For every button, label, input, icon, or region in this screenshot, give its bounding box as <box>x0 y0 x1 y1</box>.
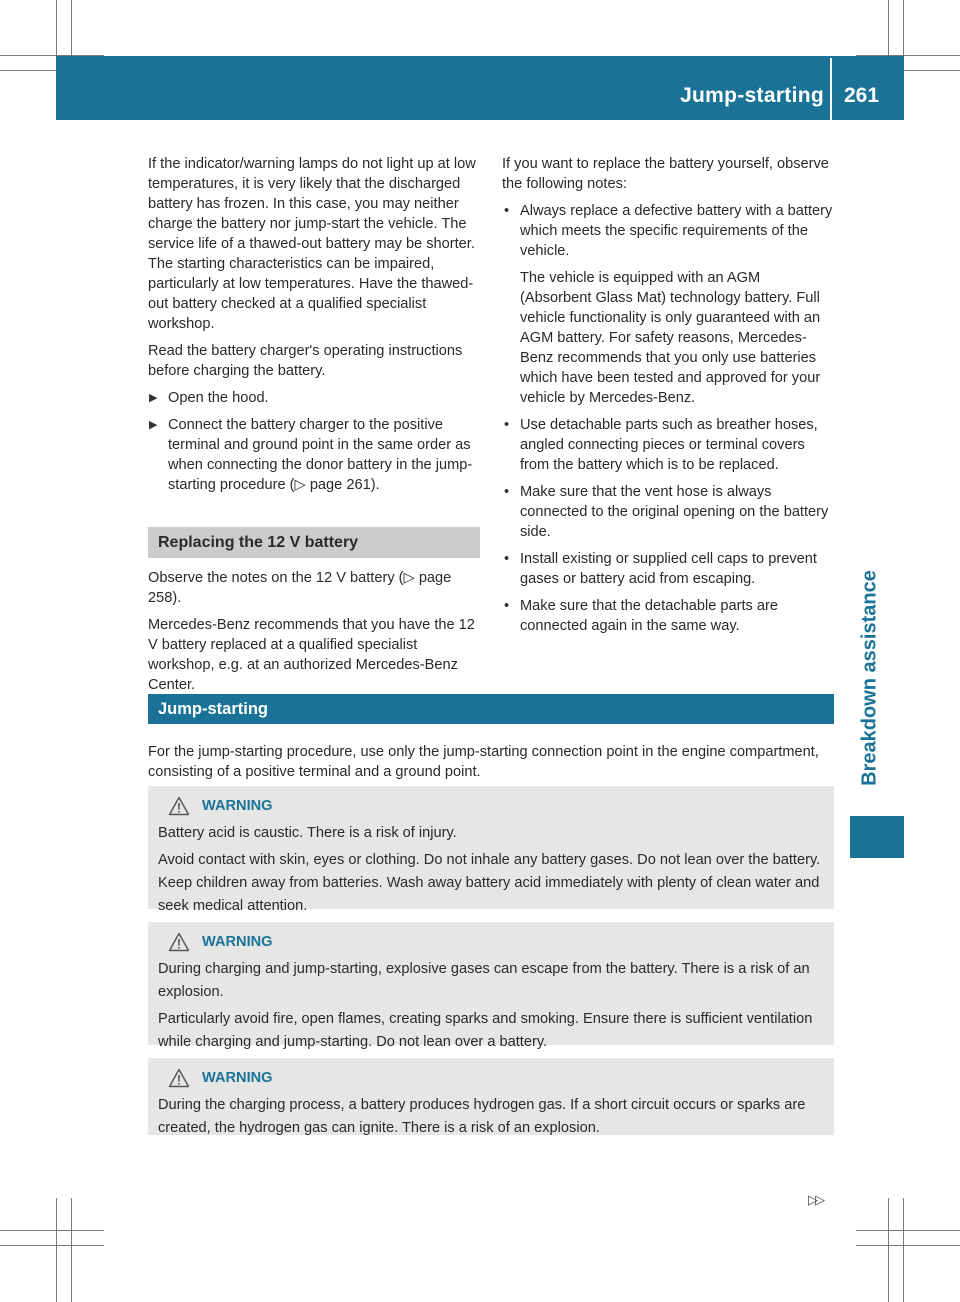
warning-box <box>148 1058 834 1135</box>
warning-header <box>158 1066 824 1090</box>
warning-text: During the charging process, a battery produces hydrogen gas. If a short circuit occurs or sparks are created, the hydrogen gas can ignite. There is a risk of an explosion. <box>158 1097 806 1136</box>
list-item-text: Make sure that the vent hose is always connected to the original opening on the battery side. <box>520 484 829 540</box>
warning-text: During charging and jump-starting, explosive gases can escape from the battery. There is a risk of an explosion. <box>158 961 810 1000</box>
warning-box <box>148 786 834 914</box>
step-arrow-icon: ▶ <box>149 392 158 404</box>
crop-mark <box>56 1198 57 1302</box>
list-item-text: Always replace a defective battery with a battery which meets the specific requirements of the vehicle. <box>520 203 833 259</box>
crop-mark <box>888 1198 889 1302</box>
list-item-text: Install existing or supplied cell caps to prevent gases or battery acid from escaping. <box>520 551 817 587</box>
warning-triangle-icon <box>168 932 190 952</box>
paragraph: Read the battery charger's operating instructions before charging the battery. <box>148 343 463 379</box>
crop-mark <box>856 1230 960 1231</box>
warning-text: Avoid contact with skin, eyes or clothing. Do not inhale any battery gases. Do not lean over the battery. Keep children away from batteries. Wash away battery acid immediately with plenty of clean water and seek medical attention. <box>158 852 821 914</box>
list-item <box>502 482 834 542</box>
left-column <box>148 154 480 702</box>
warning-title: WARNING <box>202 797 273 814</box>
warning-header <box>158 794 824 818</box>
bullet-icon: • <box>504 417 510 433</box>
warning-header <box>158 930 824 954</box>
list-item <box>502 596 834 636</box>
continue-arrows-icon: ▷▷ <box>808 1192 822 1207</box>
chapter-tab <box>850 548 890 808</box>
page-title: Jump-starting <box>680 84 824 107</box>
crop-mark <box>903 1198 904 1302</box>
step-arrow-icon: ▶ <box>149 419 158 431</box>
step-item <box>148 415 480 495</box>
warning-box <box>148 922 834 1050</box>
list-item <box>502 415 834 475</box>
paragraph: Mercedes-Benz recommends that you have the 12 V battery replaced at a qualified specialist workshop, e.g. at an authorized Mercedes-Benz Center. <box>148 617 475 693</box>
section-heading: Replacing the 12 V battery <box>148 527 480 558</box>
warning-text: Battery acid is caustic. There is a risk of injury. <box>158 825 457 841</box>
chapter-tab-marker <box>850 816 904 858</box>
list-item-text: Use detachable parts such as breather hoses, angled connecting pieces or terminal covers from the battery which is to be replaced. <box>520 417 818 473</box>
list-item <box>502 549 834 589</box>
step-text: Connect the battery charger to the positive terminal and ground point in the same order as when connecting the donor battery in the jump-starting procedure (▷ page 261). <box>168 417 473 493</box>
bullet-icon: • <box>504 203 510 219</box>
crop-mark <box>71 1198 72 1302</box>
warning-title: WARNING <box>202 933 273 950</box>
bullet-icon: • <box>504 598 510 614</box>
crop-mark <box>0 1230 104 1231</box>
section-heading: Jump-starting <box>148 694 834 724</box>
step-item <box>148 388 480 408</box>
bullet-icon: • <box>504 551 510 567</box>
paragraph: If the indicator/warning lamps do not light up at low temperatures, it is very likely that the discharged battery has frozen. In this case, you may neither charge the battery nor jump-start the vehicle. The service life of a thawed-out battery may be shorter. The starting characteristics can be impaired, particularly at low temperatures. Have the thawed-out battery checked at a qualified specialist workshop. <box>148 156 476 332</box>
paragraph: Observe the notes on the 12 V battery (▷ page 258). <box>148 570 452 606</box>
list-item-note: The vehicle is equipped with an AGM (Absorbent Glass Mat) technology battery. Full vehicle functionality is only guaranteed with an AGM battery. For safety reasons, Mercedes-Benz recommends that you only use batteries which have been tested and approved for your vehicle by Mercedes-Benz. <box>520 270 821 406</box>
crop-mark <box>0 1245 104 1246</box>
bullet-icon: • <box>504 484 510 500</box>
warning-triangle-icon <box>168 1068 190 1088</box>
section-intro: For the jump-starting procedure, use only the jump-starting connection point in the engine compartment, consisting of a positive terminal and a ground point. <box>148 744 819 780</box>
warning-text: Particularly avoid fire, open flames, creating sparks and smoking. Ensure there is sufficient ventilation while charging and jump-starting. Do not lean over a battery. <box>158 1011 813 1050</box>
chapter-tab-label: Breakdown assistance <box>858 570 881 786</box>
list-item-text: Make sure that the detachable parts are connected again in the same way. <box>520 598 778 634</box>
warning-title: WARNING <box>202 1069 273 1086</box>
crop-mark <box>856 1245 960 1246</box>
header-divider <box>830 58 832 120</box>
paragraph: If you want to replace the battery yourself, observe the following notes: <box>502 156 829 192</box>
right-column <box>502 154 834 643</box>
step-text: Open the hood. <box>168 390 269 406</box>
warning-triangle-icon <box>168 796 190 816</box>
page-number: 261 <box>844 84 880 107</box>
list-item <box>502 201 834 261</box>
